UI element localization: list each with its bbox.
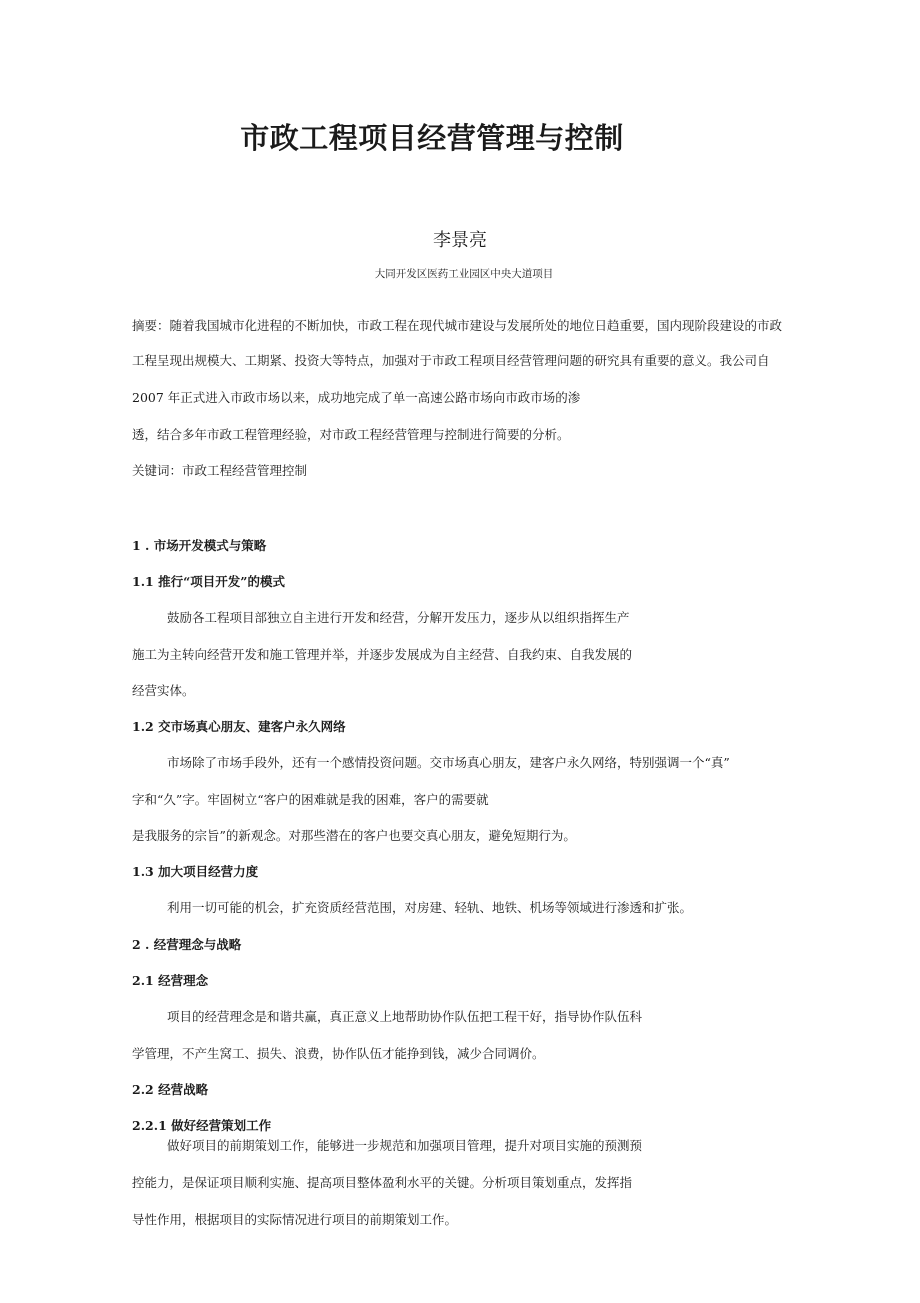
abstract-line-2: 工程呈现出规模大、工期紧、投资大等特点，加强对于市政工程项目经营管理问题的研究具有重要的意义。我公司自 [132,353,770,368]
section-1-3-line-1: 利用一切可能的机会，扩充资质经营范围，对房建、轻轨、地铁、机场等领域进行渗透和扩张。 [167,900,693,915]
author-name: 李景亮 [433,230,487,251]
section-1-1-line-1: 鼓励各工程项目部独立自主进行开发和经营，分解开发压力，逐步从以组织指挥生产 [167,610,630,625]
section-2-heading: 2 . 经营理念与战略 [132,937,242,952]
section-2-1-heading: 2.1 经营理念 [132,973,209,988]
section-1-2-line-1: 市场除了市场手段外，还有一个感情投资问题。交市场真心朋友，建客户永久网络，特别强调一个“真” [167,755,730,770]
section-1-3-heading: 1.3 加大项目经营力度 [132,864,259,879]
section-2-1-line-2: 学管理，不产生窝工、损失、浪费，协作队伍才能挣到钱，减少合同调价。 [132,1046,545,1061]
section-1-2-line-3: 是我服务的宗旨”的新观念。对那些潜在的客户也要交真心朋友，避免短期行为。 [132,828,576,843]
keywords: 关键词：市政工程经营管理控制 [132,463,308,478]
section-1-1-line-3: 经营实体。 [132,683,195,698]
section-2-2-1-heading: 2.2.1 做好经营策划工作 [132,1118,272,1133]
abstract-line-1: 摘要：随着我国城市化进程的不断加快，市政工程在现代城市建设与发展所处的地位日趋重要，国内现阶段建设的市政 [132,318,783,333]
section-2-2-1-line-3: 导性作用，根据项目的实际情况进行项目的前期策划工作。 [132,1212,458,1227]
abstract-line-3: 2007 年正式进入市政市场以来，成功地完成了单一高速公路市场向市政市场的渗 [132,390,581,405]
section-2-2-heading: 2.2 经营战略 [132,1082,209,1097]
document-title: 市政工程项目经营管理与控制 [240,121,624,155]
section-1-heading: 1 . 市场开发模式与策略 [132,538,267,553]
section-1-1-line-2: 施工为主转向经营开发和施工管理并举，并逐步发展成为自主经营、自我约束、自我发展的 [132,647,633,662]
section-1-2-line-2: 字和“久”字。牢固树立“客户的困难就是我的困难，客户的需要就 [132,792,489,807]
section-2-2-1-line-2: 控能力，是保证项目顺利实施、提高项目整体盈利水平的关键。分析项目策划重点，发挥指 [132,1175,633,1190]
abstract-line-4: 透，结合多年市政工程管理经验，对市政工程经营管理与控制进行简要的分析。 [132,427,570,442]
author-affiliation: 大同开发区医药工业园区中央大道项目 [374,268,554,280]
section-2-1-line-1: 项目的经营理念是和谐共赢，真正意义上地帮助协作队伍把工程干好，指导协作队伍科 [167,1009,643,1024]
section-2-2-1-line-1: 做好项目的前期策划工作，能够进一步规范和加强项目管理，提升对项目实施的预测预 [167,1138,643,1153]
section-1-1-heading: 1.1 推行“项目开发”的模式 [132,574,285,589]
section-1-2-heading: 1.2 交市场真心朋友、建客户永久网络 [132,719,346,734]
